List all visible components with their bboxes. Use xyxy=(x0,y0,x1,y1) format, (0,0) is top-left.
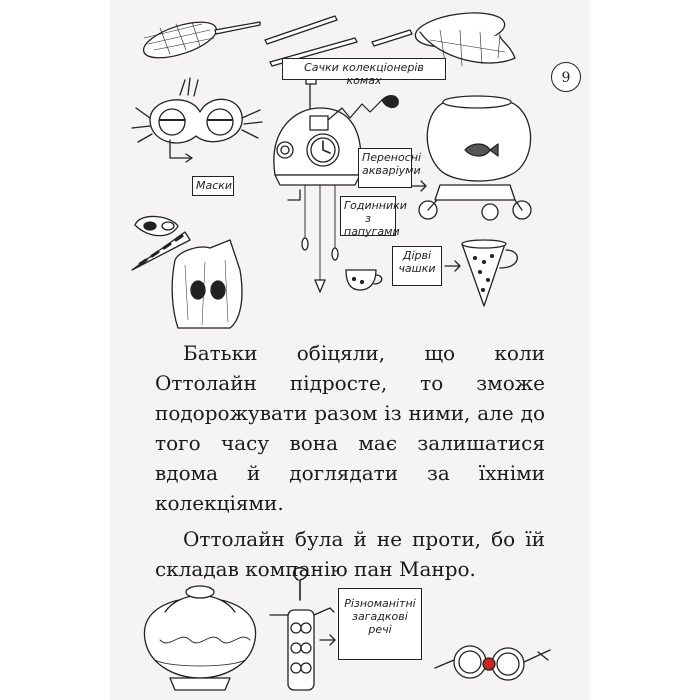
mask-icon xyxy=(132,78,262,162)
teacup-icon xyxy=(462,240,517,306)
mystery-label: Різноманітні загадкові речі xyxy=(338,588,422,660)
sugar-bowl-icon xyxy=(144,586,255,690)
teacup-icon xyxy=(346,270,382,290)
clocks-label: Годинники з папугами xyxy=(340,196,396,236)
nets-label: Сачки колекціонерів комах xyxy=(282,58,446,80)
mask-icon xyxy=(172,240,242,328)
paragraph: Оттолайн була й не проти, бо їй складав компанію пан Манро. xyxy=(155,527,545,581)
page-number: 9 xyxy=(551,62,581,92)
paragraph: Батьки обіцяли, що коли Оттолайн підросте, то зможе подорожувати разом із ними, але до того часу вона має залишатися вдома й доглядати за їхніми колекціями. xyxy=(155,341,545,515)
masks-label: Маски xyxy=(192,176,234,196)
fishbowl-icon xyxy=(419,96,531,220)
glasses-icon xyxy=(435,646,550,680)
book-page xyxy=(110,0,590,700)
cups-label: Дірві чашки xyxy=(392,246,442,286)
body-text xyxy=(155,338,545,590)
butterfly-net-icon xyxy=(140,15,260,65)
aquariums-label: Переносні акваріуми xyxy=(358,148,412,188)
